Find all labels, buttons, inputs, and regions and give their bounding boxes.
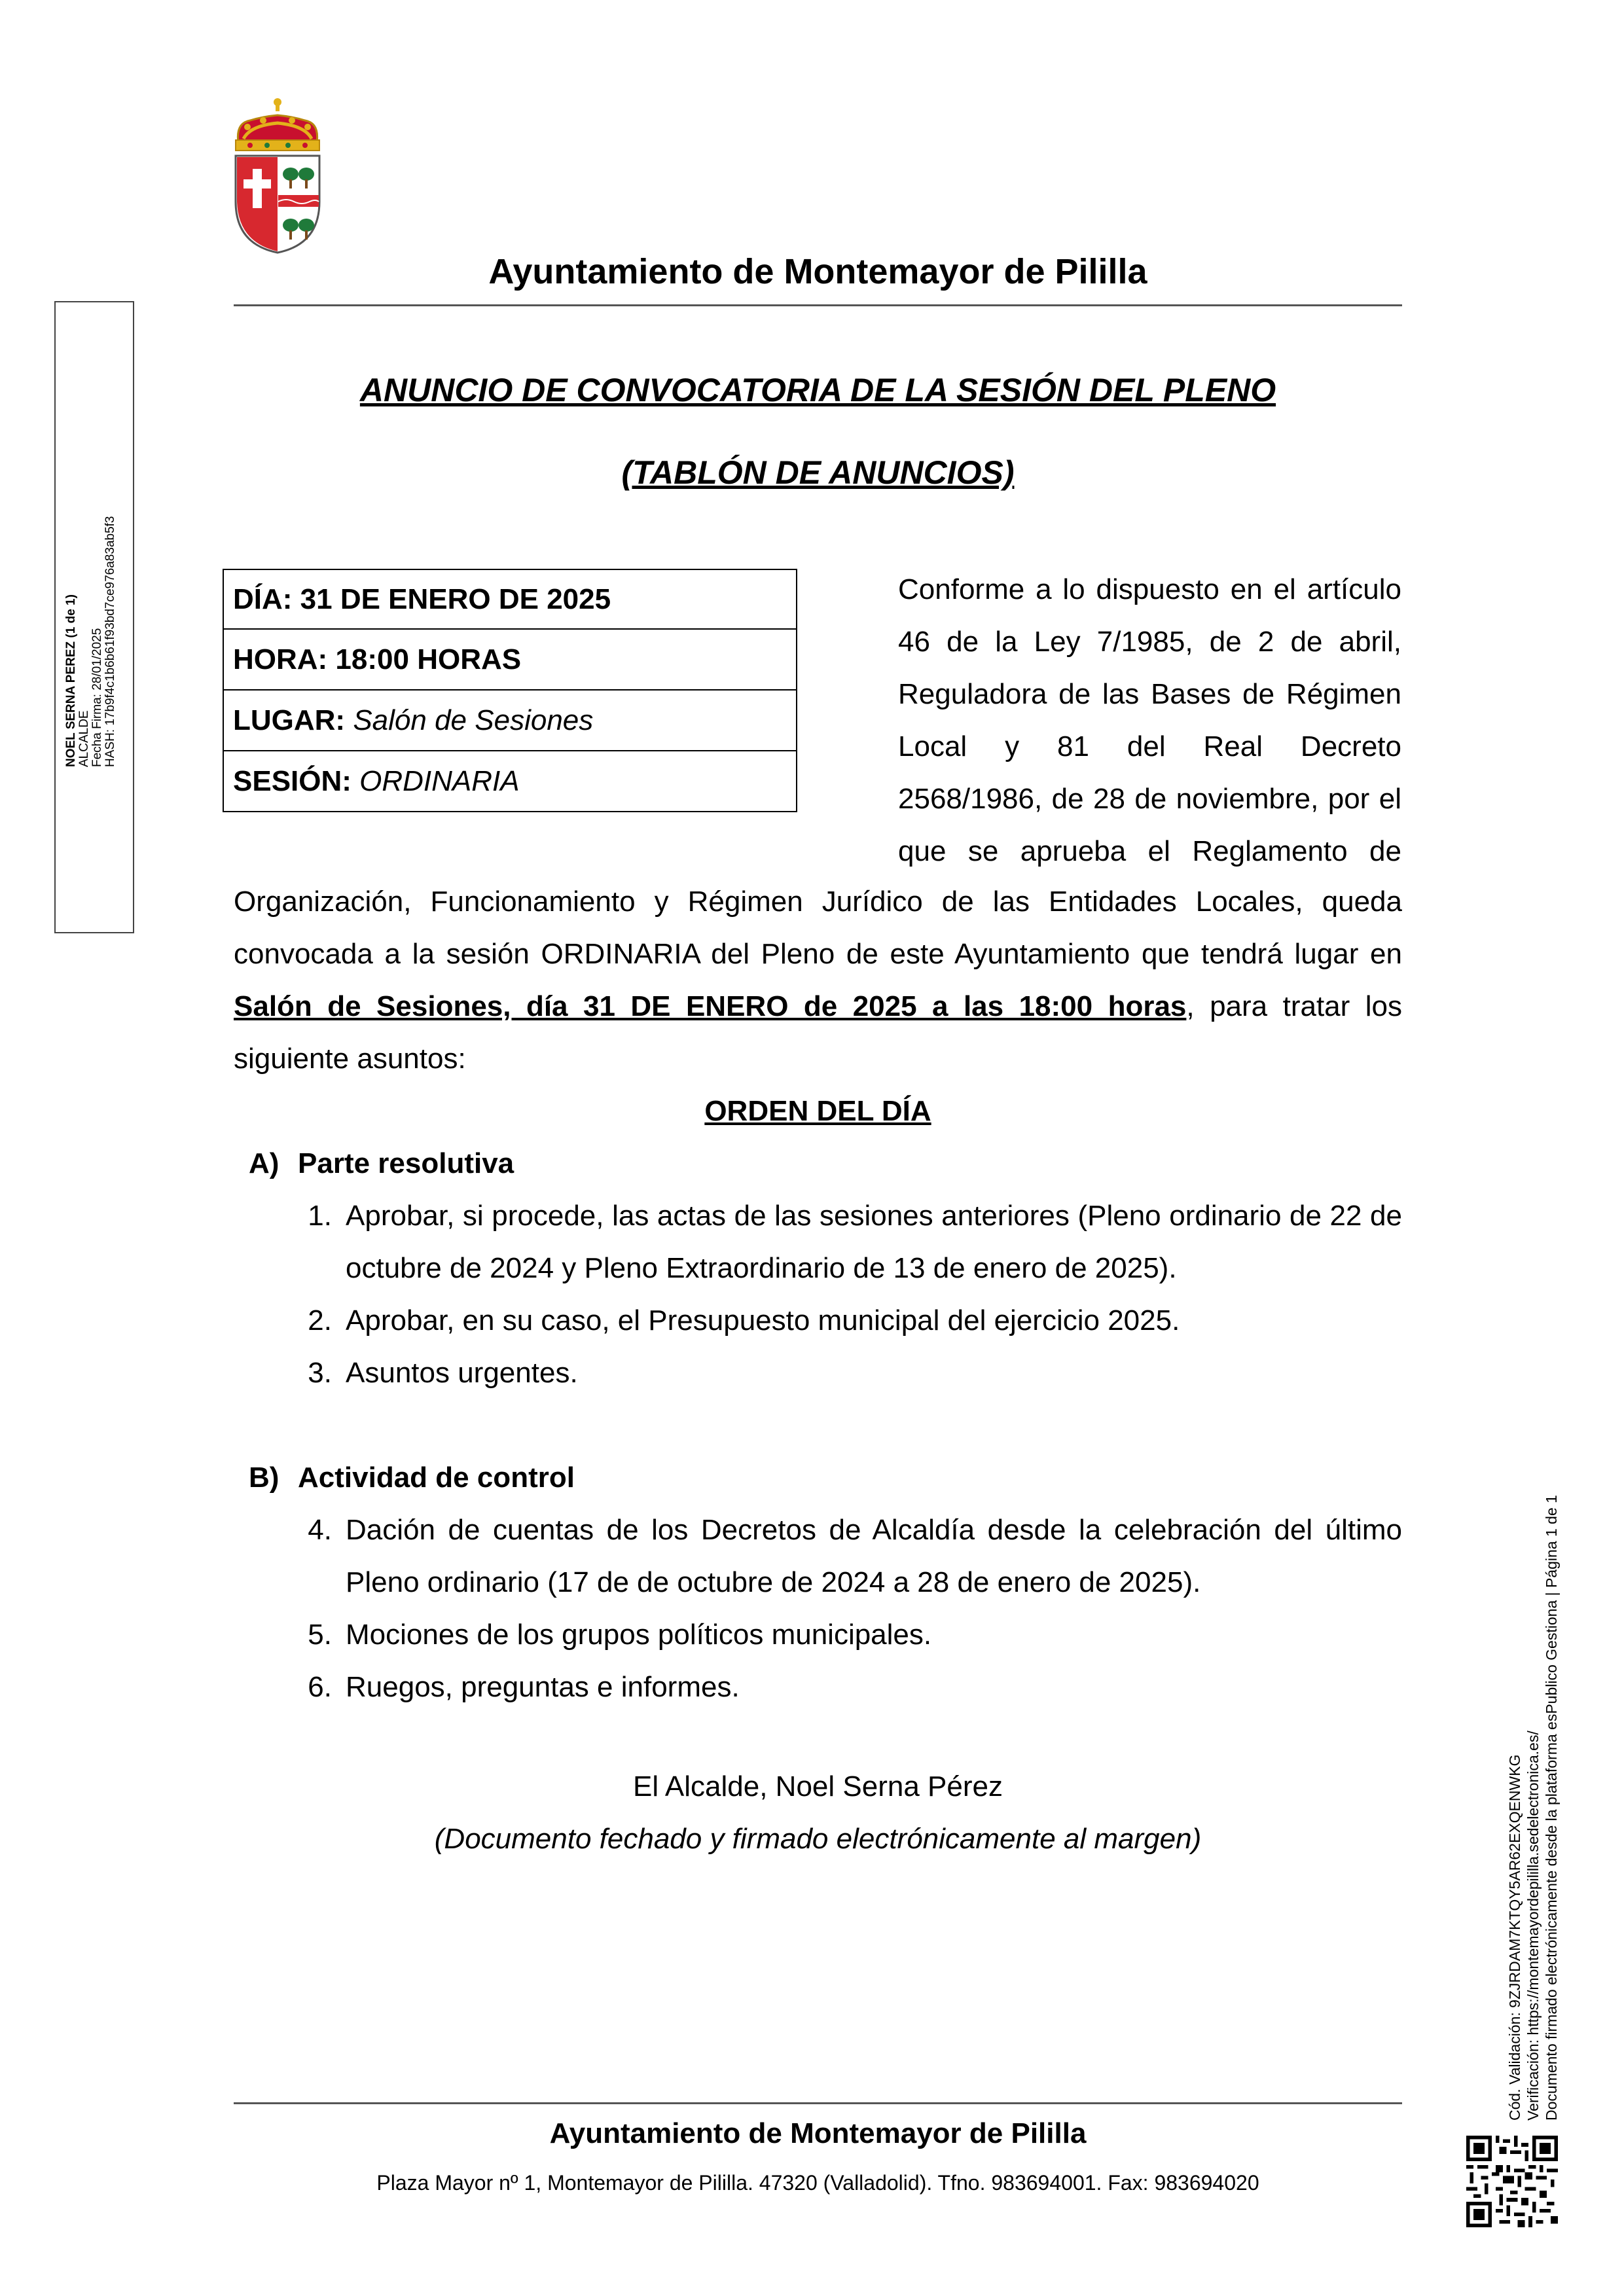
agenda-item-text: Asuntos urgentes.: [346, 1357, 578, 1389]
session-value: ORDINARIA: [359, 764, 520, 797]
table-row: [223, 569, 797, 629]
time-cell: HORA: 18:00 HORAS: [223, 629, 797, 690]
signer-role: ALCALDE: [77, 710, 91, 767]
date-cell: DÍA: 31 DE ENERO DE 2025: [223, 569, 797, 629]
intro-text: Organización, Funcionamiento y Régimen Jurídico de las Entidades Locales, queda convocada a la sesión ORDINARIA del Pleno de este Ayuntamiento que tendrá lugar en: [234, 886, 1402, 970]
agenda-item: [302, 1347, 1402, 1399]
signer-name: NOEL SERNA PEREZ (1 de 1): [64, 594, 78, 767]
agenda-item-number: 4.: [308, 1514, 332, 1546]
table-row: [223, 690, 797, 751]
agenda-item-text: Aprobar, si procede, las actas de las sesiones anteriores (Pleno ordinario de 22 de octubre de 2024 y Pleno Extraordinario de 13 de enero de 2025).: [346, 1200, 1402, 1284]
agenda-item-number: 1.: [308, 1200, 332, 1232]
shield-icon: [236, 156, 319, 253]
agenda-item: [302, 1295, 1402, 1347]
intro-paragraph-right: Conforme a lo dispuesto en el artículo 46 de la Ley 7/1985, de 2 de abril, Reguladora de las Bases de Régimen Local y 81 del Real Decreto 2568/1986, de 28 de noviembre, por el que se aprueba el Reglamento de: [898, 573, 1401, 867]
header-divider: [234, 304, 1402, 306]
header-title: Ayuntamiento de Montemayor de Pililla: [488, 252, 1147, 291]
validation-code: Cód. Validación: 9ZJRDAM7KTQY5AR62EXQENWKG: [1506, 1754, 1523, 2121]
place-cell: [223, 690, 797, 751]
intro-text-end: , para tratar los siguiente asuntos:: [234, 990, 1402, 1075]
signature-line: El Alcalde, Noel Serna Pérez: [633, 1770, 1003, 1803]
place-label: LUGAR:: [233, 704, 346, 736]
table-row: [223, 629, 797, 690]
announcement-subtitle: (TABLÓN DE ANUNCIOS): [621, 454, 1015, 491]
footer-title: Ayuntamiento de Montemayor de Pililla: [549, 2117, 1087, 2149]
agenda-item: [302, 1190, 1402, 1295]
agenda-item-number: 6.: [308, 1671, 332, 1703]
coat-of-arms-logo: [230, 97, 325, 254]
footer-address: Plaza Mayor nº 1, Montemayor de Pililla. 47320 (Valladolid). Tfno. 983694001. Fax: 983694020: [376, 2171, 1259, 2195]
section-b-heading: [249, 1452, 772, 1504]
session-cell: [223, 751, 797, 812]
agenda-title: ORDEN DEL DÍA: [704, 1095, 931, 1127]
agenda-item: [302, 1609, 1402, 1661]
signature-note: (Documento fechado y firmado electrónicamente al margen): [434, 1823, 1202, 1855]
platform-note: Documento firmado electrónicamente desde la plataforma esPublico Gestiona | Página 1 de 1: [1543, 1495, 1560, 2121]
section-b-letter: B): [249, 1462, 280, 1494]
signature-date: Fecha Firma: 28/01/2025: [90, 628, 104, 767]
table-row: [223, 751, 797, 812]
agenda-item-number: 2.: [308, 1304, 332, 1336]
place-value: Salón de Sesiones: [353, 704, 594, 736]
agenda-item-number: 5.: [308, 1619, 332, 1651]
agenda-item-number: 3.: [308, 1357, 332, 1389]
agenda-item: [302, 1504, 1402, 1609]
announcement-title: ANUNCIO DE CONVOCATORIA DE LA SESIÓN DEL PLENO: [359, 372, 1276, 408]
signature-hash: HASH: 17b9f4c1b6b61f93bd7ce976a83ab5f3: [103, 516, 117, 767]
footer-divider: [234, 2102, 1402, 2104]
agenda-item: [302, 1661, 1402, 1713]
section-a-heading: [249, 1138, 772, 1190]
intro-paragraph: [234, 876, 1402, 1085]
crown-icon: [236, 98, 319, 151]
section-a-title: Parte resolutiva: [298, 1147, 514, 1179]
session-info-table: [223, 569, 797, 812]
agenda-item-text: Aprobar, en su caso, el Presupuesto municipal del ejercicio 2025.: [346, 1304, 1180, 1336]
session-emphasis: Salón de Sesiones, día 31 DE ENERO de 2025 a las 18:00 horas: [234, 990, 1187, 1022]
section-b-title: Actividad de control: [298, 1462, 575, 1494]
agenda-item-text: Mociones de los grupos políticos municipales.: [346, 1619, 932, 1651]
agenda-item-text: Dación de cuentas de los Decretos de Alcaldía desde la celebración del último Pleno ordinario (17 de de octubre de 2024 a 28 de enero de 2025).: [346, 1514, 1402, 1598]
verification-url[interactable]: Verificación: https://montemayordepililla.sedelectronica.es/: [1525, 1731, 1542, 2121]
session-label: SESIÓN:: [233, 764, 352, 797]
agenda-item-text: Ruegos, preguntas e informes.: [346, 1671, 740, 1703]
qr-code-icon: [1466, 2136, 1558, 2227]
section-a-letter: A): [249, 1147, 280, 1179]
